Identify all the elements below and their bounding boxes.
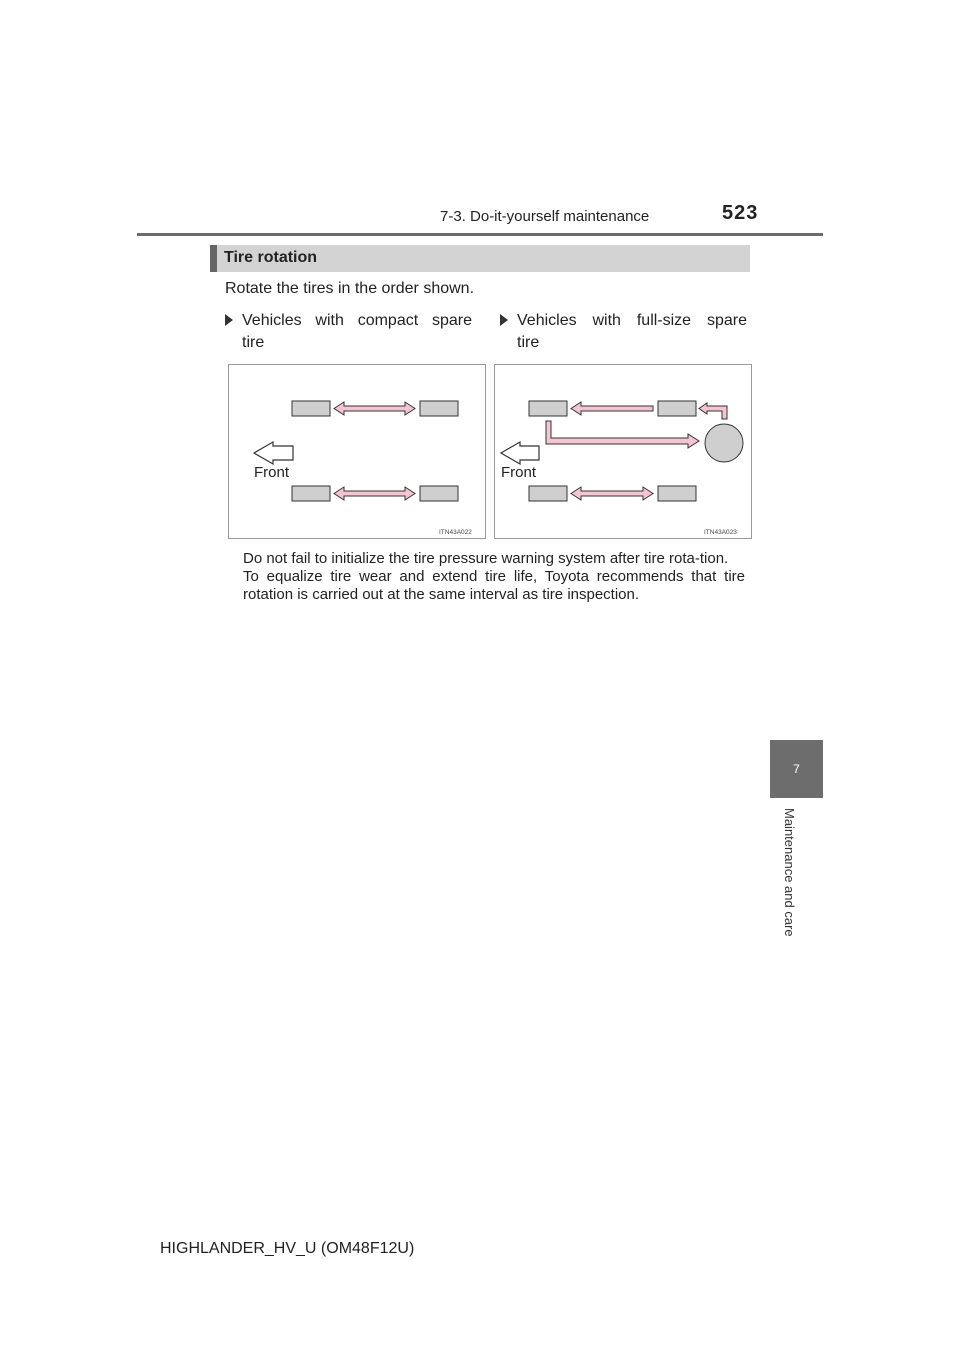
tire-icon <box>529 401 567 416</box>
rotation-arrow-icon <box>571 402 653 415</box>
rotation-arrow-icon <box>334 487 415 500</box>
front-label: Front <box>254 464 290 481</box>
diagram-compact-spare <box>228 364 486 539</box>
variant-label-line2: tire <box>517 334 540 351</box>
rotation-arrow-icon <box>699 403 727 419</box>
front-label: Front <box>501 464 537 481</box>
front-arrow-icon <box>254 442 293 464</box>
front-arrow-icon <box>501 442 539 464</box>
chapter-title <box>752 808 842 948</box>
tire-icon <box>529 486 567 501</box>
footer-model: HIGHLANDER_HV_U (OM48F12U) <box>160 1240 415 1257</box>
section-title-bar <box>210 245 750 272</box>
figure-code: ITN43A022 <box>439 529 472 536</box>
chapter-title-text: Maintenance and care <box>782 808 797 937</box>
title-accent <box>210 245 217 272</box>
rotation-arrow-icon <box>571 487 653 500</box>
triangle-bullet-icon <box>500 314 508 326</box>
variant-label-line1: Vehicles with full-size spare <box>517 312 747 329</box>
diagram-fullsize-spare <box>494 364 752 539</box>
rotation-arrow-icon <box>334 402 415 415</box>
rotation-arrow-icon <box>546 421 699 448</box>
tire-icon <box>420 486 458 501</box>
tire-icon <box>658 401 696 416</box>
note-paragraph: To equalize tire wear and extend tire life, Toyota recommends that tire rotation is carried out at the same interval as tire inspection. <box>243 568 745 603</box>
notes <box>243 550 745 604</box>
tire-icon <box>658 486 696 501</box>
tire-icon <box>292 486 330 501</box>
variant-label-line1: Vehicles with compact spare <box>242 312 472 329</box>
rotation-diagram-svg <box>229 365 485 538</box>
note-paragraph: Do not fail to initialize the tire pressure warning system after tire rota-tion. <box>243 550 729 567</box>
header-section: 7-3. Do-it-yourself maintenance <box>440 208 650 225</box>
header-rule <box>137 233 823 236</box>
rotation-diagram-svg <box>495 365 751 538</box>
chapter-tab: 7 <box>770 740 823 798</box>
variant-label-line2: tire <box>242 334 265 351</box>
section-intro: Rotate the tires in the order shown. <box>225 280 475 297</box>
tire-icon <box>420 401 458 416</box>
section-title: Tire rotation <box>224 249 318 266</box>
triangle-bullet-icon <box>225 314 233 326</box>
tire-icon <box>292 401 330 416</box>
page-number: 523 <box>722 202 759 224</box>
figure-code: ITN43A023 <box>704 529 737 536</box>
spare-tire-icon <box>705 424 743 462</box>
